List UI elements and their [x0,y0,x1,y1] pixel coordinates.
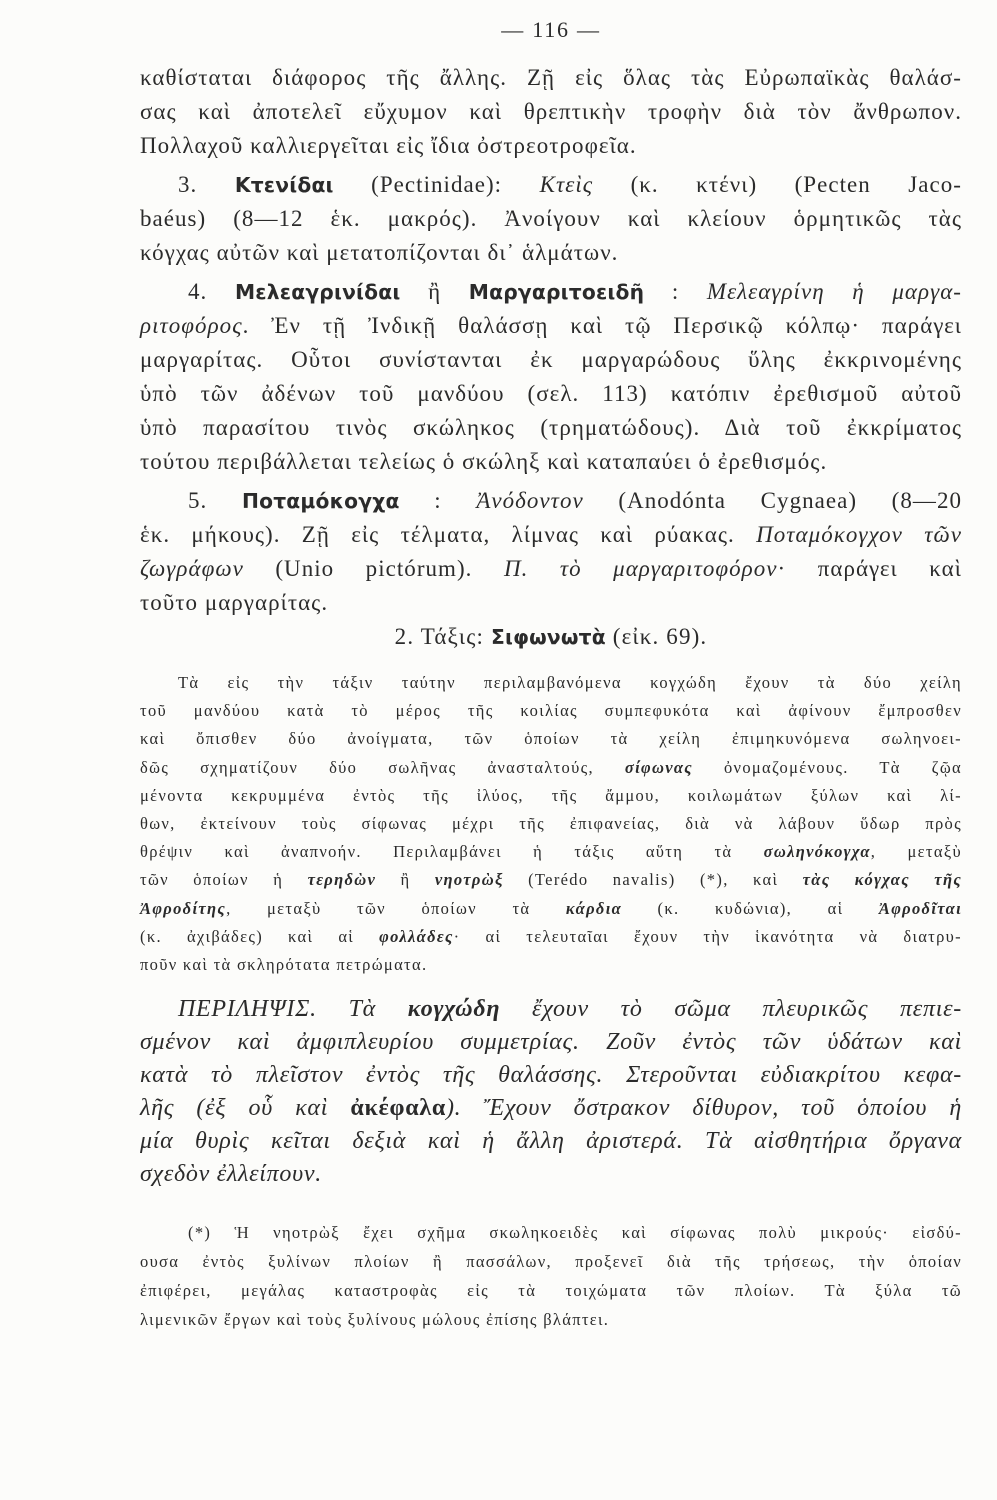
text-line [140,697,962,725]
italic-term: Ἀφροδίτης [140,898,227,918]
text-line [140,1026,962,1059]
text-run: ΠΕΡΙΛΗΨΙΣ. Τὰ [178,996,408,1022]
text-line [140,484,962,518]
text-line [140,586,962,620]
text-run: ἑκ. μήκους). Ζῇ εἰς τέλματα, λίμνας καὶ ρύακας. [140,522,757,547]
text-line [140,1218,962,1247]
section-5-potamokogcha [140,484,962,620]
text-run: μαργαρίτας. Οὗτοι συνίστανται ἐκ μαργαρώδους ὕλης ἐκκρινομένης [140,347,962,372]
text-run: 4. [188,279,235,304]
text-run: 3. [178,172,235,197]
text-run: λιμενικῶν ἔργων καὶ τοὺς ξυλίνους μώλους ἐπίσης βλάπτει. [140,1310,610,1329]
text-line [140,895,962,923]
text-run: ὑπὸ τῶν ἀδένων τοῦ μανδύου (σελ. 113) κατόπιν ἐρεθισμοῦ αὐτοῦ [140,381,962,406]
text-run: κατὰ τὸ πλεῖστον ἐντὸς τῆς θαλάσσης. Στεροῦνται εὐδιακρίτου κεφα- [140,1062,962,1088]
text-run: . Ἐν τῇ Ἰνδικῇ θαλάσσῃ καὶ τῷ Περσικῷ κόλπῳ· παράγει [242,313,962,338]
text-line [140,1092,962,1125]
text-run: (κ. κτένι) (Pecten Jaco- [593,172,963,197]
text-line [140,1158,962,1191]
text-run: ποῦν καὶ τὰ σκληρότατα πετρώματα. [140,955,428,975]
text-line [140,309,962,343]
summary-paragraph [140,993,962,1191]
text-run: κόγχας αὐτῶν καὶ μετατοπίζονται δι᾽ ἁλμάτων. [140,240,619,265]
order-2-description [140,669,962,979]
text-run: · αἱ τελευταῖαι ἔχουν τὴν ἱκανότητα νὰ διατρυ- [453,926,962,946]
italic-term: σωληνόκογχα [763,842,871,862]
italic-term: Ἀνόδοντον [476,488,584,513]
text-run: · παράγει καὶ [777,556,962,581]
text-line [140,951,962,979]
text-run: (εἰκ. 69). [605,624,708,649]
bold-term: Κτενίδαι [234,173,334,197]
text-line [140,1125,962,1158]
text-run: (Unio pictórum). [243,556,504,581]
text-line [140,617,962,657]
text-line [140,168,962,202]
text-run: ἢ [400,279,469,304]
bold-term: Σιφωνωτὰ [490,625,606,649]
italic-term: τὰς κόγχας τῆς [802,870,962,890]
text-run: σχεδὸν ἐλλείπουν. [140,1161,322,1187]
text-run: θων, ἐκτείνουν τοὺς σίφωνας μέχρι τῆς ἐπιφανείας, διὰ νὰ λάβουν ὕδωρ πρὸς [140,814,962,834]
text-line [140,1247,962,1276]
text-line [140,1276,962,1305]
text-run: ὑπὸ παρασίτου τινὸς σκώληκος (τρηματώδους). Διὰ τοῦ ἐκκρίματος [140,415,962,440]
text-line [140,343,962,377]
text-run: (Pectinidae): [333,172,540,197]
text-run: σμένον καὶ ἀμφιπλευρίου συμμετρίας. Ζοῦν ἐντὸς τῶν ὑδάτων καὶ [140,1029,962,1055]
italic-term: Π. τὸ μαργαριτοφόρον [503,556,778,581]
text-run: baéus) (8—12 ἑκ. μακρός). Ἀνοίγουν καὶ κλείουν ὁρμητικῶς τὰς [140,206,962,231]
text-run: ). Ἔχουν ὄστρακον δίθυρον, τοῦ ὁποίου ἡ [445,1095,962,1121]
text-run: : [644,279,707,304]
text-run: δῶς σχηματίζουν δύο σωλῆνας ἀνασταλτούς, [140,757,625,777]
text-run: : [399,488,477,513]
text-line [140,838,962,866]
text-run: καθίσταται διάφορος τῆς ἄλλης. Ζῇ εἰς ὅλας τὰς Εὐρωπαϊκὰς θαλάσ- [140,65,962,90]
text-run: (*) Ἡ νηοτρὼξ ἔχει σχῆμα σκωληκοειδὲς καὶ σίφωνας πολὺ μικρούς· εἰσδύ- [188,1223,962,1242]
intro-paragraph [140,61,962,163]
text-line [140,61,962,95]
text-run: Τὰ εἰς τὴν τάξιν ταύτην περιλαμβανόμενα κογχώδη ἔχουν τὰ δύο χείλη [178,673,962,692]
italic-term: ριτοφόρος [140,313,243,338]
text-line [140,202,962,236]
text-run: μένοντα κεκρυμμένα ἐντὸς τῆς ἰλύος, τῆς ἄμμου, κοιλωμάτων ξύλων καὶ λί- [140,785,962,805]
text-line [140,377,962,411]
text-run: , μεταξὺ [870,842,962,862]
italic-term: Ποταμόκογχον τῶν [756,522,962,547]
italic-term: Ἀφροδῖται [878,898,962,918]
order-2-heading [140,617,962,657]
italic-term: τερηδὼν [307,870,377,890]
italic-term: σίφωνας [624,757,693,777]
text-run: (κ. ἀχιβάδες) καὶ αἱ [140,926,380,946]
text-line [140,518,962,552]
bold-term: ἀκέφαλα [350,1095,446,1121]
text-line [140,129,962,163]
italic-term: νηοτρὼξ [434,870,504,890]
text-line [140,1305,962,1334]
footnote [140,1218,962,1334]
italic-term: ζωγράφων [140,556,244,581]
text-line [140,669,962,697]
text-line [140,810,962,838]
italic-term: Κτεὶς [539,172,594,197]
text-run: ουσα ἐντὸς ξυλίνων πλοίων ἢ πασσάλων, προξενεῖ διὰ τῆς τρήσεως, τὴν ὁποίαν [140,1252,962,1271]
text-run: ὀνομαζομένους. Τὰ ζῷα [693,757,962,777]
text-line [140,552,962,586]
bold-term: Μελεαγρινίδαι [234,280,401,304]
text-run: λῆς (ἐξ οὗ καὶ [140,1095,351,1121]
text-line [140,275,962,309]
text-line [140,866,962,894]
text-run: μία θυρὶς κεῖται δεξιὰ καὶ ἡ ἄλλη ἀριστερά. Τὰ αἰσθητήρια ὄργανα [140,1128,962,1154]
text-run: 2. Τάξις: [394,624,491,649]
text-line [140,411,962,445]
section-4-meleagrinidae [140,275,962,479]
text-run: τοῦτο μαργαρίτας. [140,590,329,615]
text-line [140,782,962,810]
text-line [140,445,962,479]
text-line [140,754,962,782]
text-run: , μεταξὺ τῶν ὁποίων τὰ [226,898,566,918]
text-line [140,95,962,129]
text-line [140,923,962,951]
text-run: καὶ ὄπισθεν δύο ἀνοίγματα, τῶν ὁποίων τὰ χείλη ἐπιμηκυνόμενα σωληνοει- [140,729,962,749]
text-line [140,236,962,270]
italic-term: Μελεαγρίνη ἡ μαργα- [706,279,963,304]
text-run: Πολλαχοῦ καλλιεργεῖται εἰς ἴδια ὀστρεοτροφεῖα. [140,133,637,158]
text-run: 5. [188,488,242,513]
text-line [140,725,962,753]
text-line [140,993,962,1026]
text-run: (Anodónta Cygnaea) (8—20 [583,488,963,513]
text-run: ἐπιφέρει, μεγάλας καταστροφὰς εἰς τὰ τοιχώματα τῶν πλοίων. Τὰ ξύλα τῶ [140,1281,962,1300]
italic-term: κογχώδη [407,996,501,1022]
bold-term: Ποταμόκογχα [241,489,400,513]
text-run: σας καὶ ἀποτελεῖ εὔχυμον καὶ θρεπτικὴν τροφὴν διὰ τὸν ἄνθρωπον. [140,99,962,124]
text-run: ἔχουν τὸ σῶμα πλευρικῶς πεπιε- [500,996,962,1022]
text-run: τούτου περιβάλλεται τελείως ὁ σκώληξ καὶ καταπαύει ὁ ἐρεθισμός. [140,449,828,474]
italic-term: φολλάδες [379,926,454,946]
text-run: (κ. κυδώνια), αἱ [622,898,879,918]
page-number: — 116 — [501,17,601,42]
italic-term: κάρδια [565,898,623,918]
text-run: τοῦ μανδύου κατὰ τὸ μέρος τῆς κοιλίας συμπεφυκότα καὶ ἀφίνουν ἔμπροσθεν [140,701,962,721]
section-3-pectinidae [140,168,962,270]
bold-term: Μαργαριτοειδῆ [468,280,645,304]
text-line [140,1059,962,1092]
text-run: ἢ [376,870,435,890]
text-run: (Terédo navalis) (*), καὶ [503,870,803,890]
text-run: θρέψιν καὶ ἀναπνοήν. Περιλαμβάνει ἡ τάξις αὕτη τὰ [140,842,764,862]
text-run: τῶν ὁποίων ἡ [140,870,308,890]
